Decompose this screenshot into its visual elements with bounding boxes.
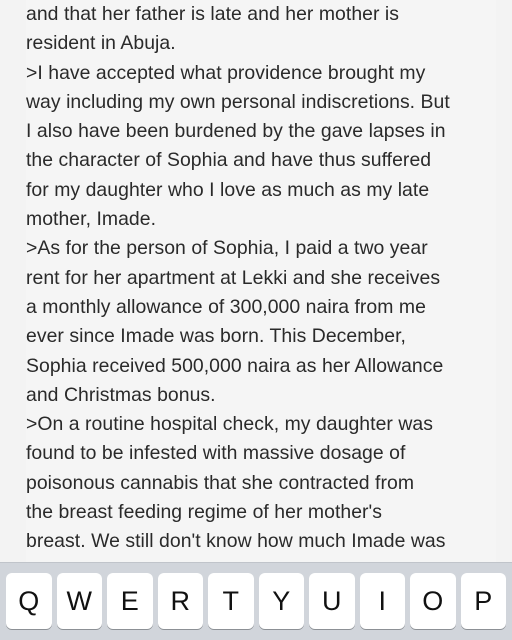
- note-line: the character of Sophia and have thus suffered: [26, 149, 432, 172]
- key-u[interactable]: U: [309, 573, 355, 629]
- keyboard-row-qwerty: [6, 573, 506, 631]
- note-line: Sophia received 500,000 naira as her Allowance: [26, 354, 444, 377]
- note-line: poisonous cannabis that she contracted from: [26, 471, 415, 494]
- note-line: rent for her apartment at Lekki and she receives: [26, 266, 441, 289]
- note-line: a monthly allowance of 300,000 naira from me: [26, 295, 426, 318]
- note-line: and that her father is late and her mother is: [26, 3, 400, 25]
- note-line: >As for the person of Sophia, I paid a two year: [26, 237, 428, 260]
- key-i[interactable]: I: [360, 573, 406, 629]
- on-screen-keyboard: [0, 562, 512, 640]
- key-t[interactable]: T: [208, 573, 254, 629]
- key-w[interactable]: W: [57, 573, 103, 629]
- note-line: I also have been burdened by the gave lapses in: [26, 120, 446, 143]
- note-line: found to be infested with massive dosage of: [26, 442, 406, 465]
- note-line: >I have accepted what providence brought my: [26, 61, 426, 84]
- note-line: ever since Imade was born. This December,: [26, 325, 406, 348]
- key-p[interactable]: P: [461, 573, 507, 629]
- note-line: way including my own personal indiscretions. But: [26, 90, 450, 113]
- key-q[interactable]: Q: [6, 573, 52, 629]
- key-o[interactable]: O: [410, 573, 456, 629]
- note-line: and Christmas bonus.: [26, 383, 216, 406]
- note-line: >On a routine hospital check, my daughter was: [26, 413, 433, 436]
- key-y[interactable]: Y: [259, 573, 305, 629]
- key-r[interactable]: R: [158, 573, 204, 629]
- note-line: for my daughter who I love as much as my late: [26, 178, 430, 201]
- note-text-area[interactable]: [26, 0, 496, 562]
- note-line: the breast feeding regime of her mother's: [26, 501, 383, 524]
- note-line-partial: breast. We still don't know how much Imade was: [26, 530, 446, 553]
- note-line: resident in Abuja.: [26, 32, 176, 55]
- note-line: mother, Imade.: [26, 208, 157, 231]
- key-e[interactable]: E: [107, 573, 153, 629]
